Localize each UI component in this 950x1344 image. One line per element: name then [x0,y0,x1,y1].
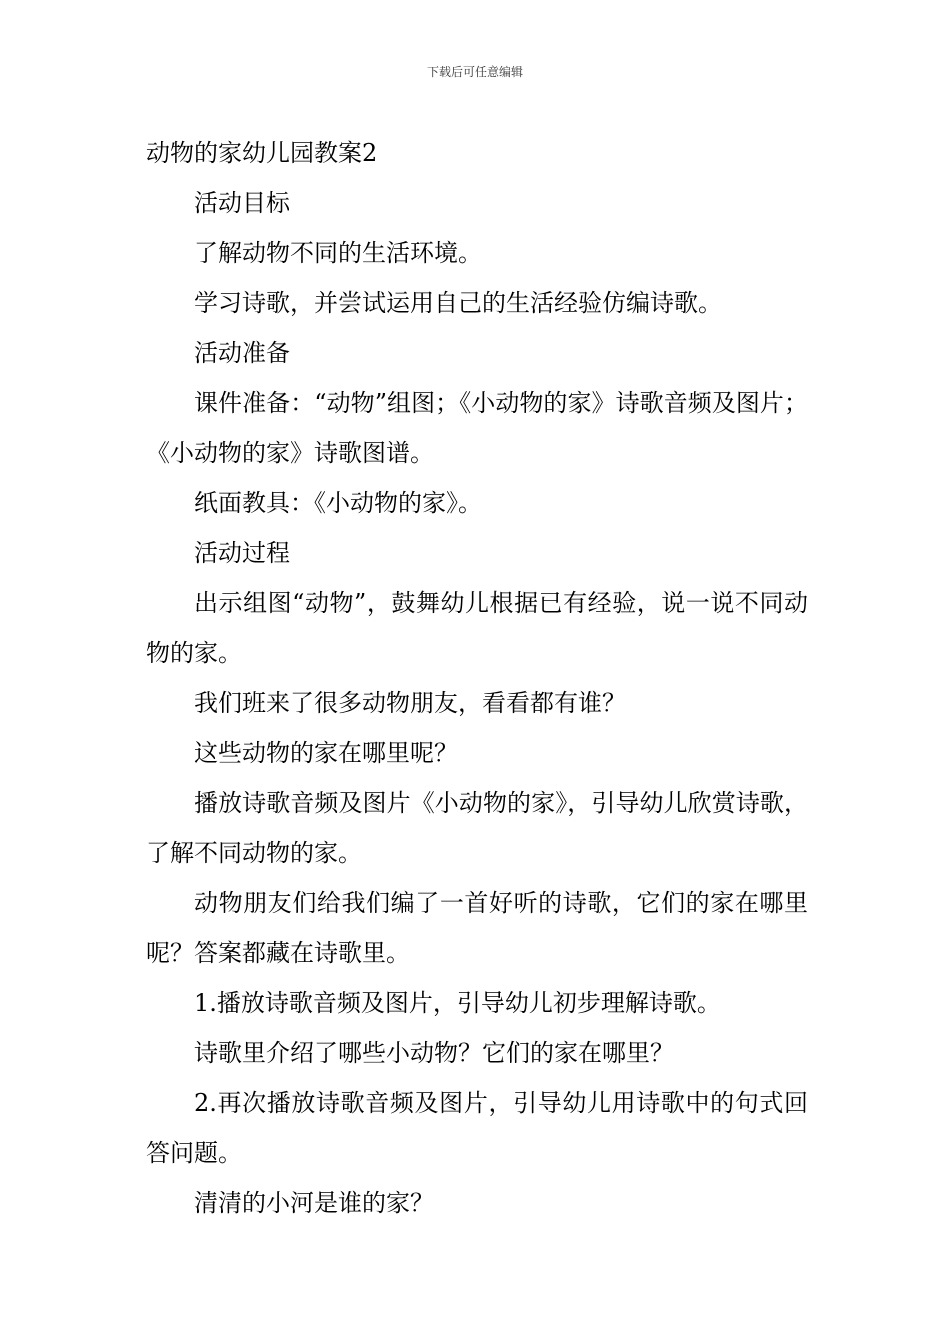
paragraph: 动物朋友们给我们编了一首好听的诗歌，它们的家在哪里呢？答案都藏在诗歌里。 [146,889,808,967]
paragraph: 了解动物不同的生活环境。 [194,239,482,267]
paragraph: 诗歌里介绍了哪些小动物？它们的家在哪里？ [194,1039,674,1067]
paragraph: 1.播放诗歌音频及图片，引导幼儿初步理解诗歌。 [194,989,721,1017]
paragraph: 学习诗歌，并尝试运用自己的生活经验仿编诗歌。 [194,289,722,317]
paragraph: 播放诗歌音频及图片《小动物的家》，引导幼儿欣赏诗歌，了解不同动物的家。 [146,789,808,867]
paragraph: 清清的小河是谁的家？ [194,1189,434,1217]
document-body [146,128,808,1228]
paragraph: 出示组图“动物”，鼓舞幼儿根据已有经验，说一说不同动物的家。 [146,589,808,667]
section-heading-preparation: 活动准备 [194,339,290,367]
paragraph: 我们班来了很多动物朋友，看看都有谁？ [194,689,626,717]
paragraph: 2.再次播放诗歌音频及图片，引导幼儿用诗歌中的句式回答问题。 [146,1089,808,1167]
section-heading-goals: 活动目标 [194,189,290,217]
page-header-note: 下载后可任意编辑 [426,65,523,79]
document-title: 动物的家幼儿园教案2 [146,139,378,167]
paragraph: 这些动物的家在哪里呢？ [194,739,458,767]
section-heading-process: 活动过程 [194,539,290,567]
paragraph: 课件准备：“动物”组图；《小动物的家》诗歌音频及图片；《小动物的家》诗歌图谱。 [146,389,808,467]
paragraph: 纸面教具：《小动物的家》。 [194,489,482,517]
